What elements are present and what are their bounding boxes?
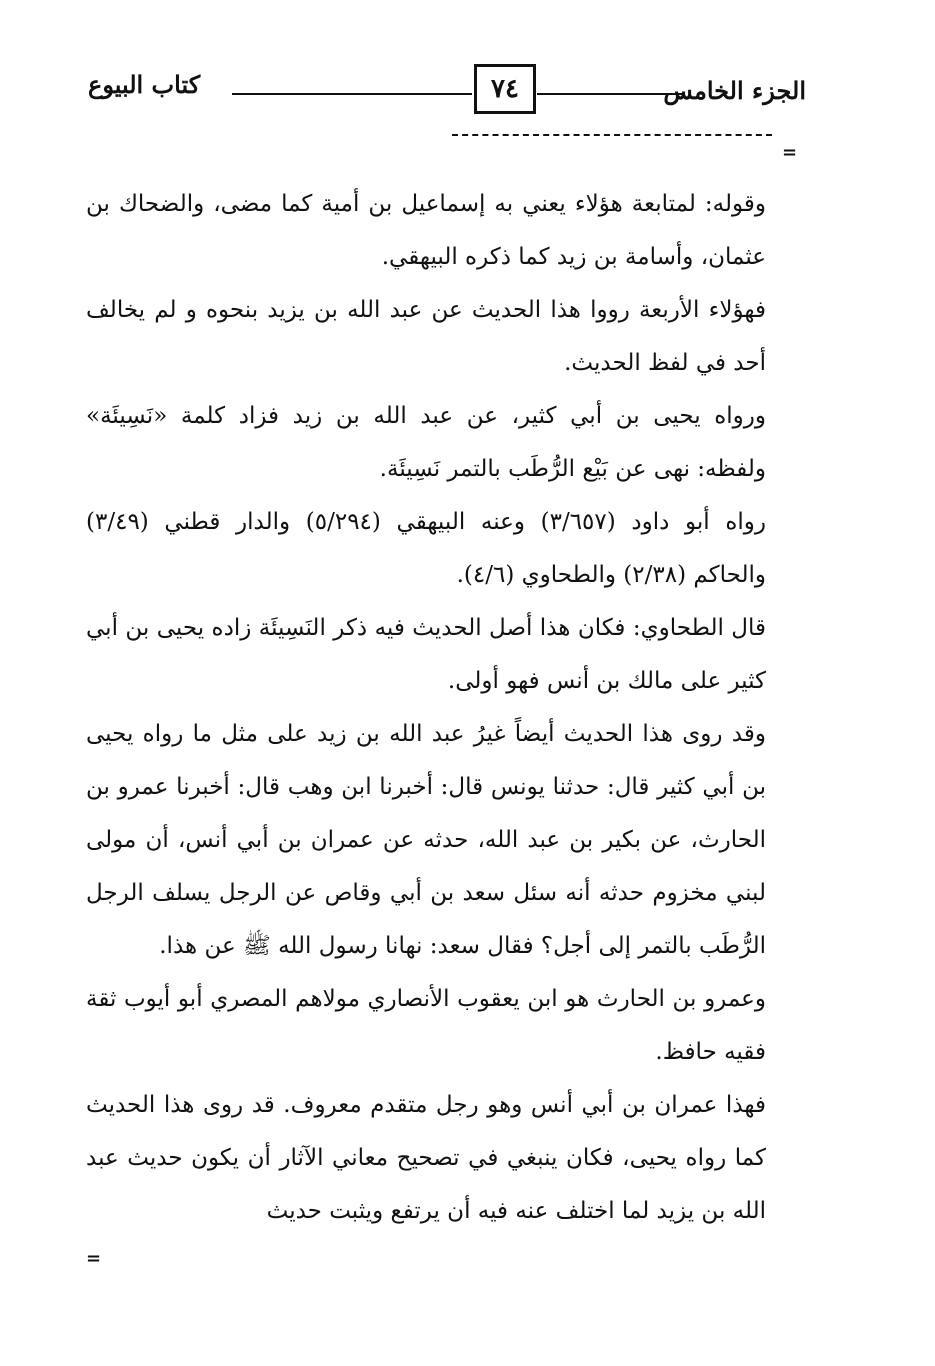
- paragraph: فهذا عمران بن أبي أنس وهو رجل متقدم معروف. قد روى هذا الحديث كما رواه يحيى، فكان ينبغي في تصحيح معاني الآثار أن يكون حديث عبد الله بن يزيد لما اختلف عنه فيه أن يرتفع ويثبت حديث: [86, 1092, 766, 1224]
- book-title: كتاب البيوع: [88, 70, 201, 99]
- paragraph: فهؤلاء الأربعة رووا هذا الحديث عن عبد الله بن يزيد بنحوه و لم يخالف أحد في لفظ الحديث.: [86, 297, 766, 376]
- continuation-mark-bottom: =: [86, 1248, 100, 1269]
- page-header: [60, 62, 820, 118]
- paragraph: وعمرو بن الحارث هو ابن يعقوب الأنصاري مولاهم المصري أبو أيوب ثقة فقيه حافظ.: [86, 986, 766, 1065]
- page-body: [86, 178, 766, 1238]
- paragraph: قال الطحاوي: فكان هذا أصل الحديث فيه ذكر النَسِيئَة زاده يحيى بن أبي كثير على مالك بن أنس فهو أولى.: [86, 615, 766, 694]
- continuation-mark-top: =: [782, 142, 796, 163]
- header-rule-left: [232, 93, 472, 95]
- paragraph: وقوله: لمتابعة هؤلاء يعني به إسماعيل بن أمية كما مضى، والضحاك بن عثمان، وأسامة بن زيد كما ذكره البيهقي.: [86, 191, 766, 270]
- volume-title: الجزء الخامس: [663, 76, 806, 105]
- header-dashed-rule: [452, 134, 772, 136]
- paragraph: وقد روى هذا الحديث أيضاً غيرُ عبد الله بن زيد على مثل ما رواه يحيى بن أبي كثير قال: حدثنا يونس قال: أخبرنا ابن وهب قال: أخبرنا عمرو بن الحارث، عن بكير بن عبد الله، حدثه عن عمران بن أبي أنس، أن مولى لبني مخزوم حدثه أنه سئل سعد بن أبي وقاص عن الرجل يسلف الرجل الرُّطَب بالتمر إلى أجل؟ فقال سعد: نهانا رسول الله ﷺ عن هذا.: [86, 721, 766, 959]
- paragraph: ورواه يحيى بن أبي كثير، عن عبد الله بن زيد فزاد كلمة «نَسِيئَة» ولفظه: نهى عن بَيْع الرُّطَب بالتمر نَسِيئَة.: [86, 403, 766, 482]
- page-number: ٧٤: [474, 64, 536, 114]
- paragraph: رواه أبو داود (٣/٦٥٧) وعنه البيهقي (٥/٢٩٤) والدار قطني (٣/٤٩) والحاكم (٢/٣٨) والطحاوي (٤/٦).: [86, 509, 766, 588]
